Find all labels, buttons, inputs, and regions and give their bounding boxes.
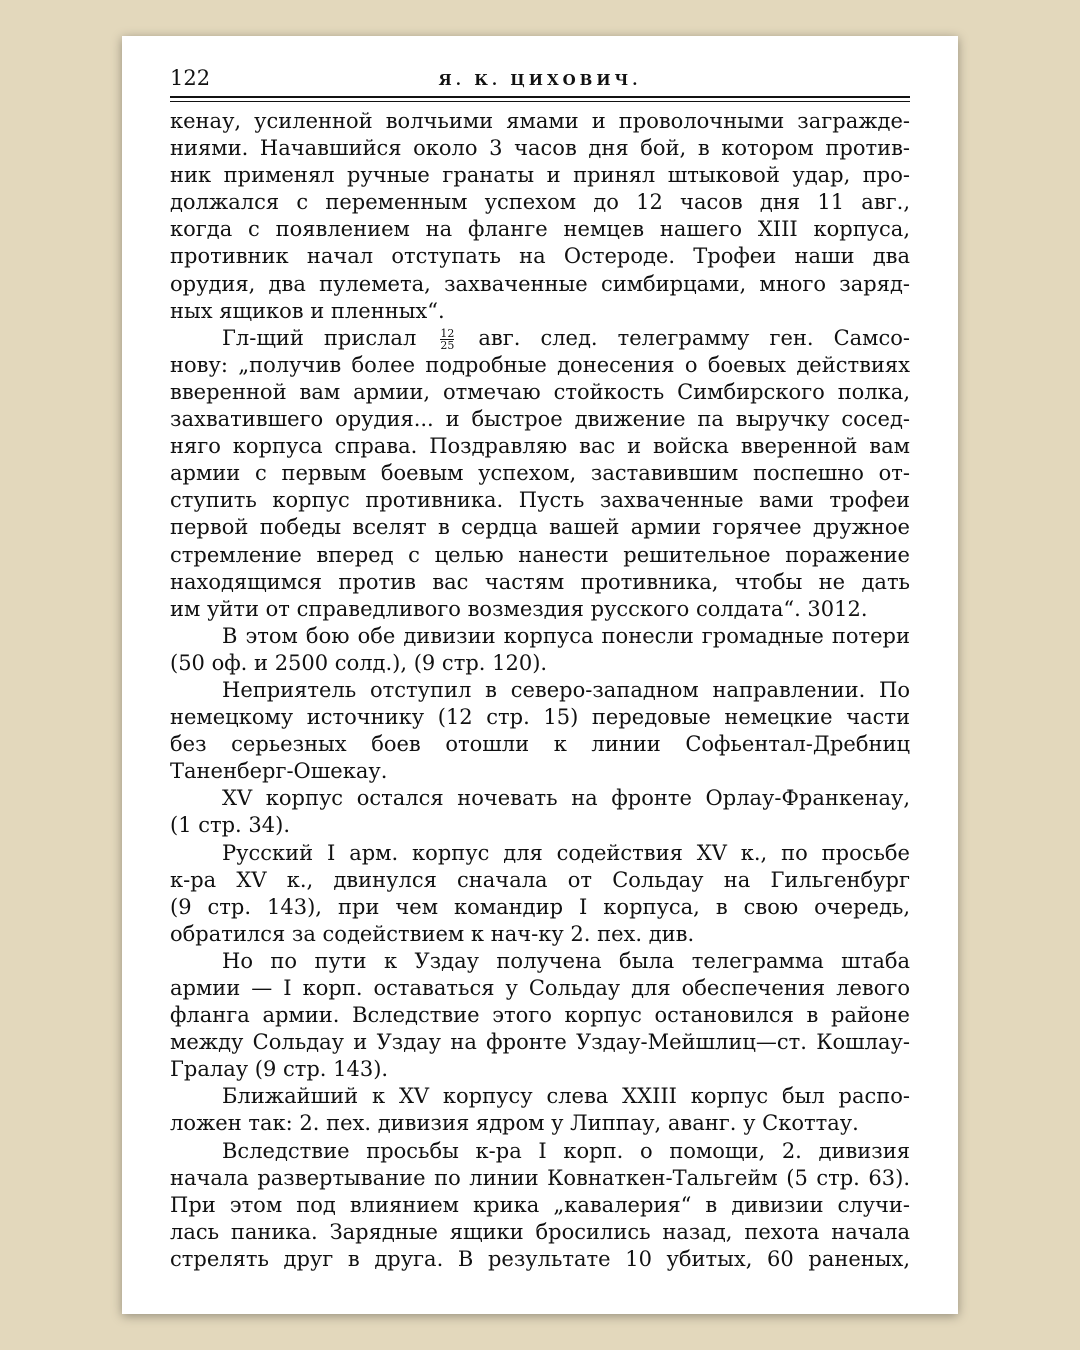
text-line: Гралау (9 стр. 143).: [170, 1057, 389, 1082]
text-line: нову: „получив более подробные донесения о боевых действиях: [170, 352, 910, 377]
text-line: вверенной вам армии, отмечаю стойкость Симбирского полка,: [170, 379, 910, 404]
text-line: противник начал отступать на Остероде. Трофеи наши два: [170, 244, 910, 269]
page-content: [170, 66, 910, 1273]
text-line: Ближайший к XV корпусу слева XXIII корпус был распо-: [222, 1084, 910, 1109]
text-line: (9 стр. 143), при чем командир I корпуса, в свою очередь,: [170, 894, 910, 919]
telegram-line-end: авг. след. телеграмму ген. Самсо-: [478, 325, 910, 350]
text-line: ных ящиков и пленных“.: [170, 298, 445, 323]
body-text: [170, 108, 910, 1273]
text-line: должался с переменным успехом до 12 часов дня 11 авг.,: [170, 190, 910, 215]
header-rule: [170, 96, 910, 102]
text-line: без серьезных боев отошли к линии Софьентал-Дребниц: [170, 732, 910, 757]
text-line: кенау, усиленной волчьими ямами и проволочными загражде-: [170, 109, 910, 133]
text-line: ложен так: 2. пех. дивизия ядром у Липпау, аванг. у Скоттау.: [170, 1111, 859, 1136]
telegram-line: [170, 325, 910, 352]
text-line: При этом под влиянием крика „кавалерия“ в дивизии случи-: [170, 1192, 910, 1217]
text-line: Неприятель отступил в северо-западном направлении. По: [222, 677, 910, 702]
text-line: немецкому источнику (12 стр. 15) передовые немецкие части: [170, 705, 910, 730]
book-page: [122, 36, 958, 1314]
text-line: находящимся против вас частям противника, чтобы не дать: [170, 569, 910, 594]
text-line: захватившего орудия... и быстрое движение па выручку сосед-: [170, 407, 910, 432]
text-line: между Сольдау и Уздау на фронте Уздау-Мейшлиц—ст. Кошлау-: [170, 1030, 910, 1055]
text-line: ник применял ручные гранаты и принял штыковой удар, про-: [170, 163, 910, 188]
fraction-denominator: 25: [440, 338, 455, 352]
text-line: XV корпус остался ночевать на фронте Орлау-Франкенау,: [222, 786, 910, 811]
text-line: Русский I арм. корпус для содействия XV к., по просьбе: [222, 840, 910, 865]
text-line: ступить корпус противника. Пусть захваченные вами трофеи: [170, 488, 910, 513]
text-line: армии с первым боевым успехом, заставившим поспешно от-: [170, 461, 910, 486]
text-line: когда с появлением на фланге немцев нашего XIII корпуса,: [170, 217, 910, 242]
text-line: стремление вперед с целью нанести решительное поражение: [170, 542, 910, 567]
text-line: В этом бою обе дивизии корпуса понесли громадные потери: [222, 623, 910, 648]
fraction-numerator: 12: [440, 326, 455, 340]
text-line: к-ра XV к., двинулся сначала от Сольдау на Гильгенбург: [170, 867, 910, 892]
running-head: Я. К. ЦИХОВИЧ.: [438, 71, 642, 89]
text-line: Таненберг-Ошекау.: [170, 759, 388, 784]
telegram-line-start: Гл-щий прислал: [222, 325, 417, 350]
text-line: Вследствие просьбы к-ра I корп. о помощи, 2. дивизия: [222, 1138, 910, 1163]
text-line: няго корпуса справа. Поздравляю вас и войска вверенной вам: [170, 434, 910, 459]
text-line: (50 оф. и 2500 солд.), (9 стр. 120).: [170, 650, 548, 675]
text-line: Но по пути к Уздау получена была телеграмма штаба: [222, 948, 910, 973]
text-line: начала развертывание по линии Ковнаткен-Тальгейм (5 стр. 63).: [170, 1165, 910, 1190]
page-header: [170, 66, 910, 94]
text-line: обратился за содействием к нач-ку 2. пех. див.: [170, 921, 695, 946]
text-line: лась паника. Зарядные ящики бросились назад, пехота начала: [170, 1219, 910, 1244]
text-line: орудия, два пулемета, захваченные симбирцами, много заряд-: [170, 271, 910, 296]
text-line: (1 стр. 34).: [170, 813, 290, 838]
text-line: первой победы вселят в сердца вашей армии горячее дружное: [170, 515, 910, 540]
text-line: армии — I корп. оставаться у Сольдау для обеспечения левого: [170, 976, 910, 1000]
page-number: 122: [170, 66, 211, 90]
text-line: им уйти от справедливого возмездия русского солдата“. 3012.: [170, 596, 868, 621]
text-line: ниями. Начавшийся около 3 часов дня бой, в котором против-: [170, 136, 910, 161]
date-fraction: [440, 328, 454, 351]
text-line: фланга армии. Вследствие этого корпус остановился в районе: [170, 1003, 910, 1028]
text-line: стрелять друг в друга. В результате 10 убитых, 60 раненых,: [170, 1246, 910, 1271]
